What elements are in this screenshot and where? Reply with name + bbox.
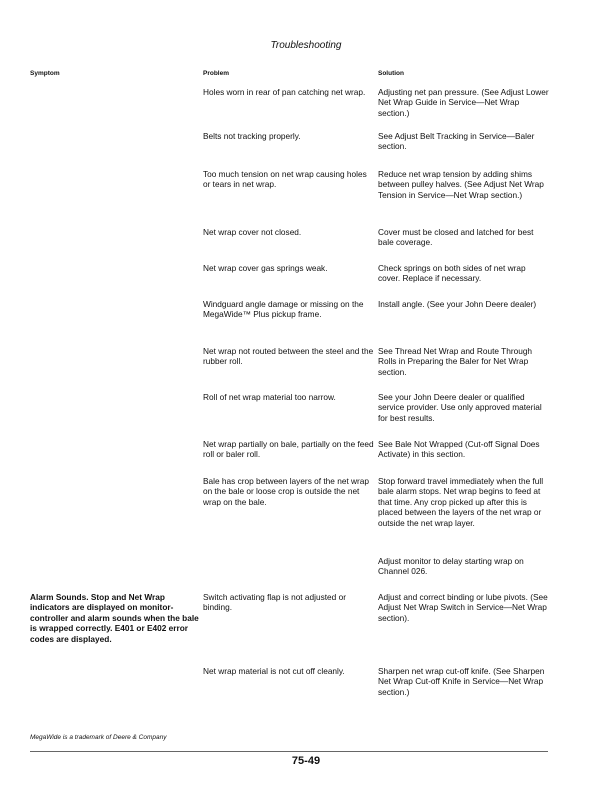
- solution-cell: Stop forward travel immediately when the full bale alarm stops. Net wrap begins to feed at that time. Any crop picked up after this is placed between the layers of the net wrap or outside the net wrap layer.: [378, 476, 544, 528]
- column-header-solution: Solution: [378, 70, 404, 77]
- symptom-cell: Alarm Sounds. Stop and Net Wrap indicators are displayed on monitor-controller and alarm sounds when the bale is wrapped correctly. E401 or E402 error codes are displayed.: [30, 592, 199, 644]
- problem-cell: Net wrap material is not cut off cleanly.: [203, 666, 345, 676]
- solution-cell: Check springs on both sides of net wrap cover. Replace if necessary.: [378, 263, 526, 284]
- problem-cell: Windguard angle damage or missing on the MegaWide™ Plus pickup frame.: [203, 299, 364, 320]
- problem-cell: Net wrap partially on bale, partially on the feed roll or baler roll.: [203, 439, 374, 460]
- solution-cell: Reduce net wrap tension by adding shims between pulley halves. (See Adjust Net Wrap Tension in Service—Net Wrap section.): [378, 169, 544, 200]
- solution-cell: Adjust monitor to delay starting wrap on Channel 026.: [378, 556, 524, 577]
- solution-cell: Adjust and correct binding or lube pivots. (See Adjust Net Wrap Switch in Service—Net Wrap section).: [378, 592, 548, 623]
- solution-cell: Sharpen net wrap cut-off knife. (See Sharpen Net Wrap Cut-off Knife in Service—Net Wrap section.): [378, 666, 545, 697]
- problem-cell: Roll of net wrap material too narrow.: [203, 392, 336, 402]
- column-header-problem: Problem: [203, 70, 230, 77]
- column-header-symptom: Symptom: [30, 70, 60, 77]
- trademark-footnote: MegaWide is a trademark of Deere & Company: [30, 734, 167, 741]
- page-number: 75-49: [291, 755, 321, 767]
- solution-cell: See Bale Not Wrapped (Cut-off Signal Does Activate) in this section.: [378, 439, 540, 460]
- solution-cell: Install angle. (See your John Deere dealer): [378, 299, 537, 309]
- problem-cell: Net wrap cover not closed.: [203, 227, 302, 237]
- problem-cell: Net wrap cover gas springs weak.: [203, 263, 328, 273]
- problem-cell: Too much tension on net wrap causing holes or tears in net wrap.: [203, 169, 367, 190]
- problem-cell: Bale has crop between layers of the net wrap on the bale or loose crop is outside the net wrap on the bale.: [203, 476, 370, 507]
- solution-cell: Adjusting net pan pressure. (See Adjust Lower Net Wrap Guide in Service—Net Wrap section.): [378, 87, 549, 118]
- problem-cell: Holes worn in rear of pan catching net wrap.: [203, 87, 366, 97]
- section-title: Troubleshooting: [270, 40, 342, 51]
- problem-cell: Belts not tracking properly.: [203, 131, 301, 141]
- problem-cell: Net wrap not routed between the steel and the rubber roll.: [203, 346, 374, 367]
- problem-cell: Switch activating flap is not adjusted or binding.: [203, 592, 346, 613]
- footer-divider: [30, 751, 548, 752]
- solution-cell: See Adjust Belt Tracking in Service—Baler section.: [378, 131, 535, 152]
- solution-cell: See Thread Net Wrap and Route Through Rolls in Preparing the Baler for Net Wrap section.: [378, 346, 533, 377]
- solution-cell: See your John Deere dealer or qualified service provider. Use only approved material for best results.: [378, 392, 542, 423]
- solution-cell: Cover must be closed and latched for best bale coverage.: [378, 227, 534, 248]
